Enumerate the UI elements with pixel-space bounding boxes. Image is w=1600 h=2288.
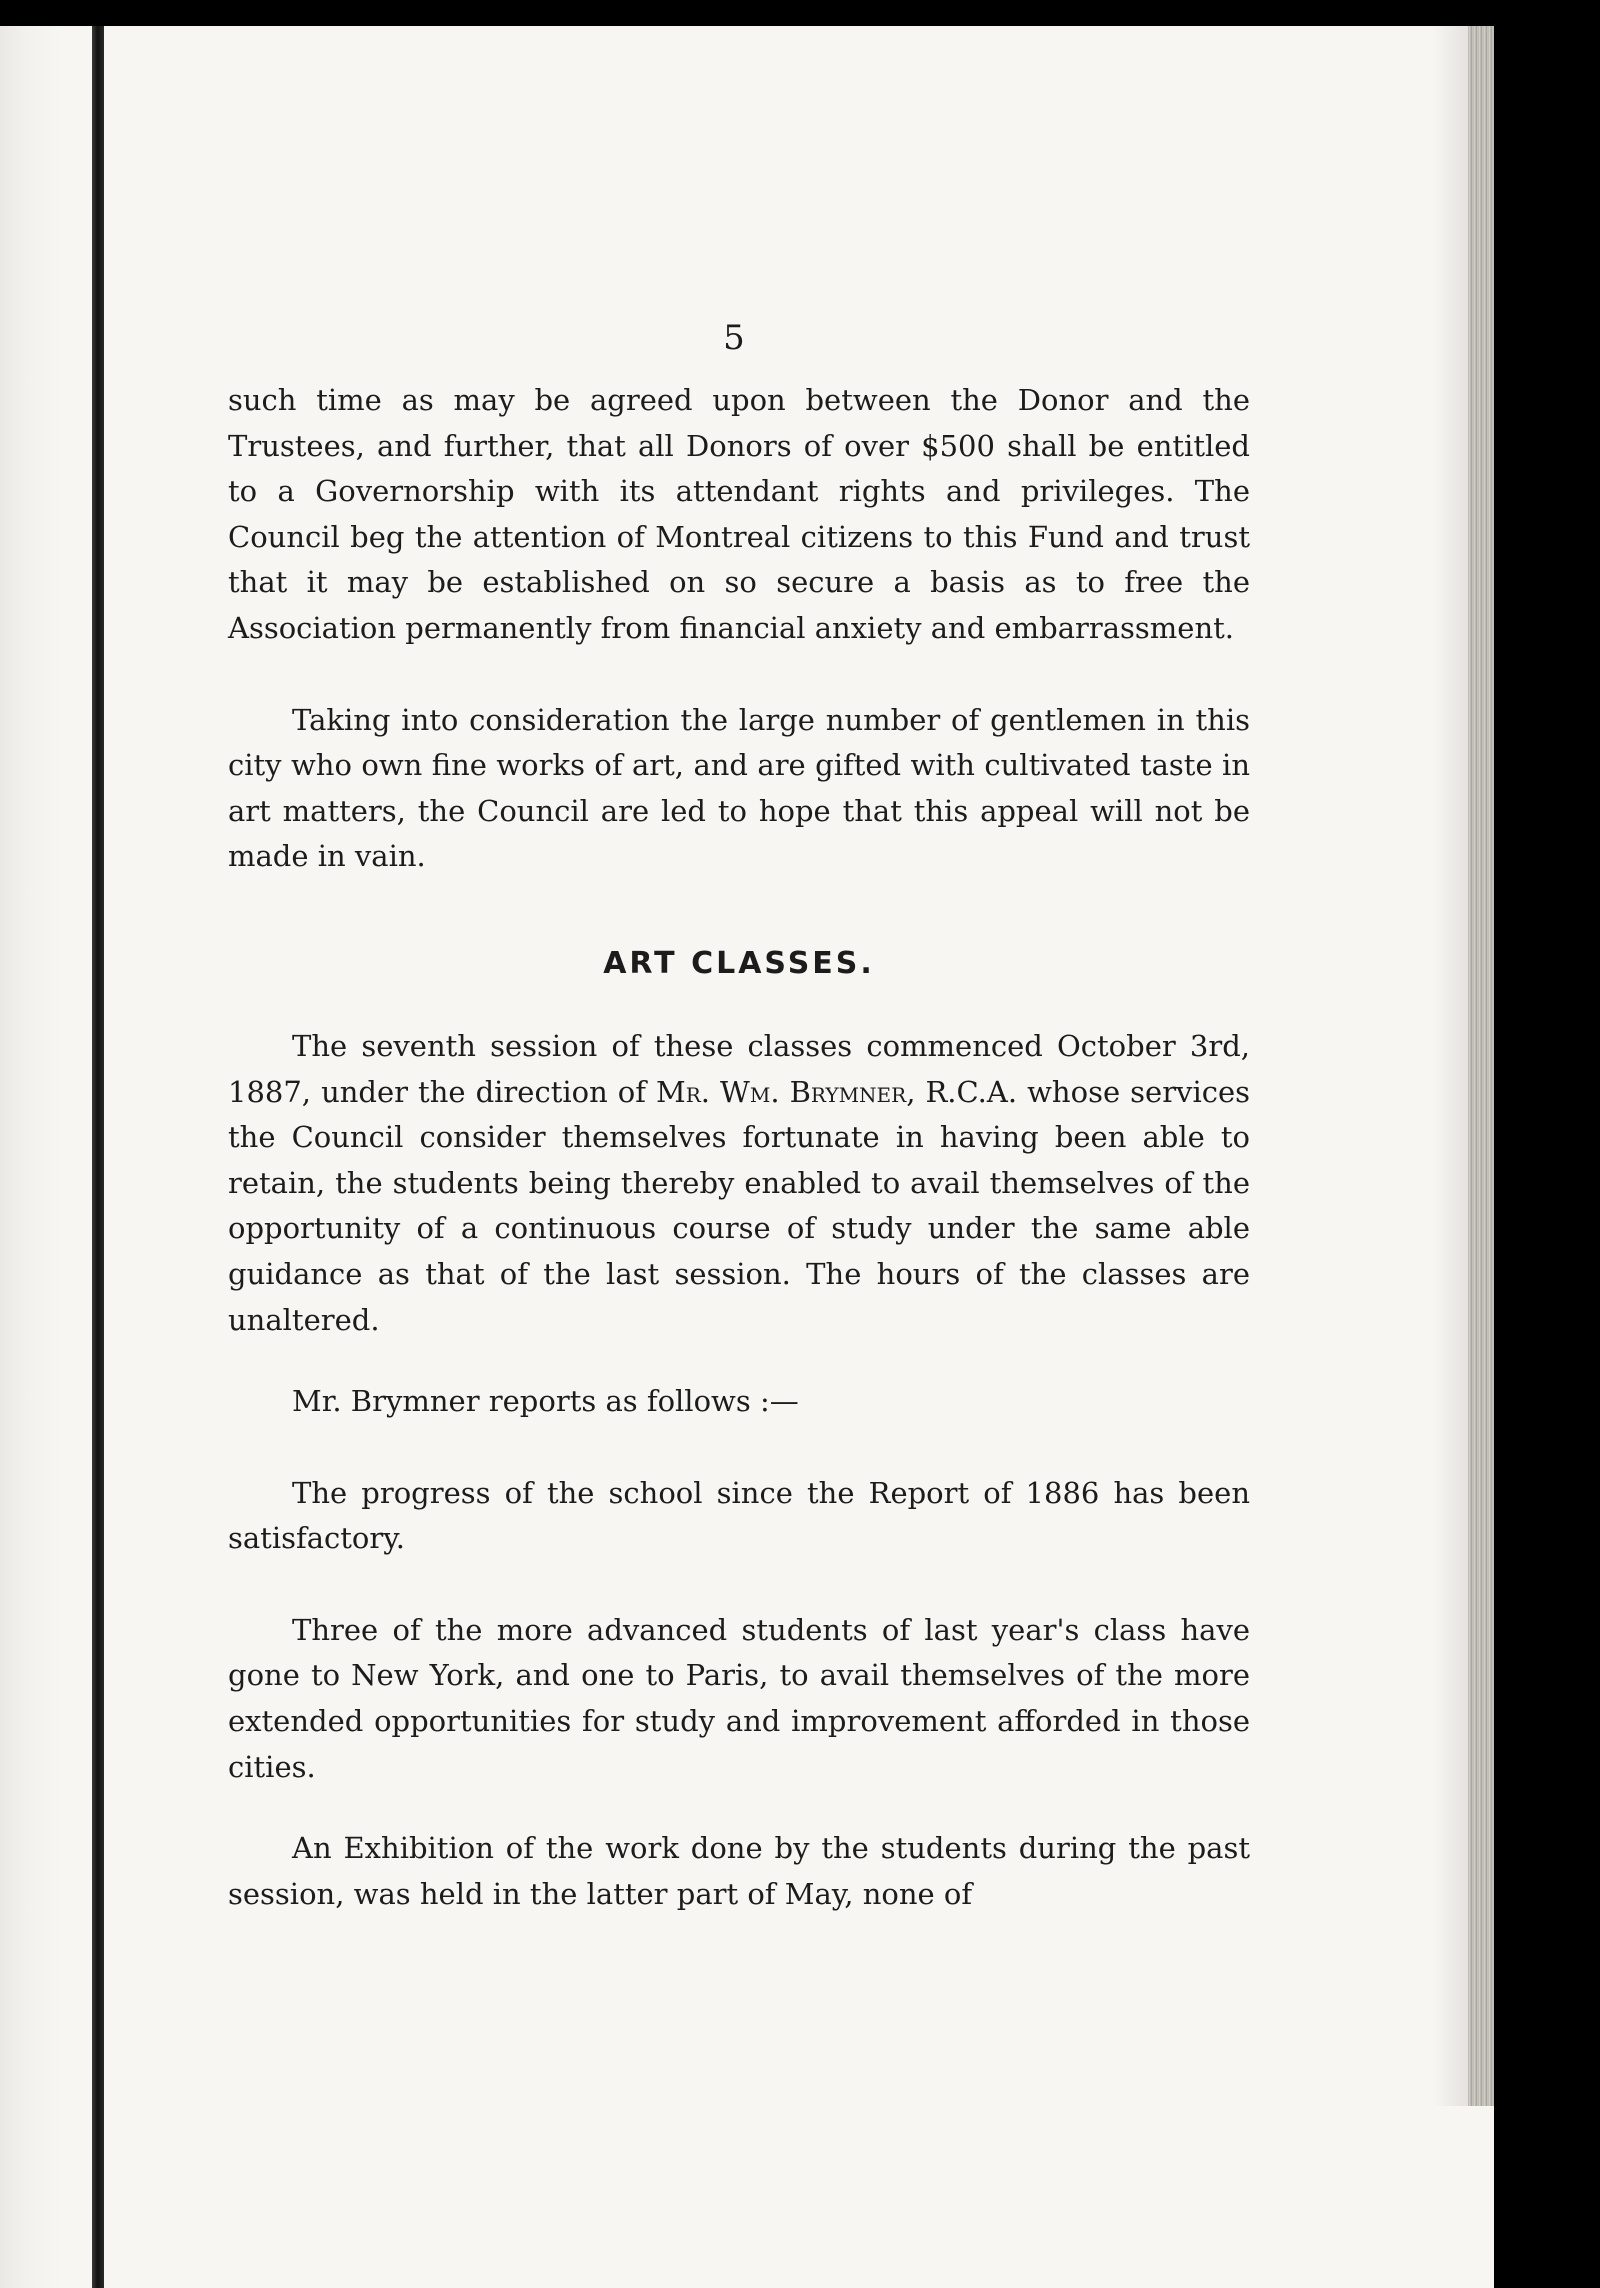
page-stack-edge xyxy=(1468,26,1494,2106)
paragraph-students-abroad: Three of the more advanced students of last year's class have gone to New York, and one to Paris, to avail themselves of the more extended opportunities for study and improvement afforded in those cities. xyxy=(228,1612,1250,1784)
page-number: 5 xyxy=(723,318,745,358)
scan-top-border xyxy=(0,0,1600,26)
paragraph-seventh-session xyxy=(228,1024,1250,1343)
binding-shadow xyxy=(92,0,104,2288)
instructor-name: Mr. Wm. Brymner, R.C.A. xyxy=(656,1074,1018,1109)
paragraph-appeal: Taking into consideration the large number of gentlemen in this city who own fine works of art, and are gifted with cultivated taste in art matters, the Council are led to hope that this appeal will not be made in vain. xyxy=(228,702,1250,874)
page-text xyxy=(228,318,1250,1917)
session-text-start: The seventh session of these classes commenced October 3rd, 1887, under the direction of xyxy=(228,1028,1250,1109)
paragraph-progress: The progress of the school since the Report of 1886 has been satisfactory. xyxy=(228,1475,1250,1556)
scan-right-border xyxy=(1494,0,1600,2288)
paragraph-report-intro: Mr. Brymner reports as follows :— xyxy=(292,1384,799,1419)
session-text-end: whose services the Council consider themselves fortunate in having been able to retain, the students being thereby enabled to avail themselves of the opportunity of a continuous course of study under the same able guidance as that of the last session. The hours of the classes are unaltered. xyxy=(228,1074,1251,1337)
section-heading-art-classes: ART CLASSES. xyxy=(603,945,875,981)
paragraph-donors: such time as may be agreed upon between the Donor and the Trustees, and further, that all Donors of over $500 shall be entitled to a Governorship with its attendant rights and privileges. The Council beg the attention of Montreal citizens to this Fund and trust that it may be established on so secure a basis as to free the Association permanently from financial anxiety and embarrassment. xyxy=(228,383,1250,645)
page-right-shadow xyxy=(1432,26,1468,2106)
paragraph-exhibition: An Exhibition of the work done by the students during the past session, was held in the latter part of May, none of xyxy=(228,1831,1250,1911)
page-left-edge xyxy=(0,0,62,2288)
